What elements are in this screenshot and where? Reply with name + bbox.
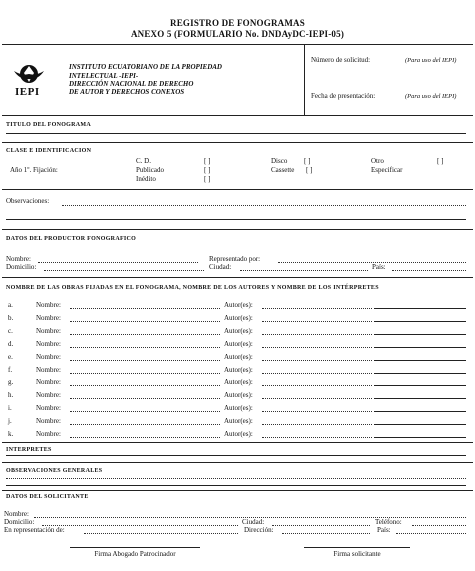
obra-nombre-input[interactable]	[70, 347, 220, 348]
obra-nombre-input[interactable]	[70, 437, 220, 438]
generales-line1[interactable]	[6, 478, 466, 479]
productor-border	[2, 277, 473, 278]
obra-interprete-input[interactable]	[374, 398, 466, 399]
institution-line2: INTELECTUAL -IEPI-	[69, 72, 139, 80]
representacion-label: En representación de:	[4, 526, 65, 534]
obra-letter: k.	[8, 430, 14, 438]
obra-autor-label: Autor(es):	[224, 391, 253, 399]
obra-autor-input[interactable]	[262, 411, 372, 412]
titulo-section-label: TITULO DEL FONOGRAMA	[6, 122, 92, 128]
cd-label: C. D.	[136, 157, 151, 165]
form-subtitle: ANEXO 5 (FORMULARIO No. DNDAyDC-IEPI-05)	[130, 29, 345, 39]
obra-interprete-input[interactable]	[374, 385, 466, 386]
disco-checkbox[interactable]: [ ]	[304, 157, 311, 165]
productor-section-label: DATOS DEL PRODUCTOR FONOGRAFICO	[6, 236, 137, 242]
titulo-line[interactable]	[6, 133, 466, 134]
solicitud-label: Número de solicitud:	[311, 56, 371, 64]
solicitante-domicilio-label: Domicilio:	[4, 518, 35, 526]
obra-interprete-input[interactable]	[374, 411, 466, 412]
obra-nombre-label: Nombre:	[36, 366, 61, 374]
obra-letter: i.	[8, 404, 12, 412]
productor-domicilio-label: Domicilio:	[6, 263, 37, 271]
header-divider	[304, 44, 305, 115]
obra-letter: e.	[8, 353, 13, 361]
inedito-checkbox[interactable]: [ ]	[204, 175, 211, 183]
publicado-checkbox[interactable]: [ ]	[204, 166, 211, 174]
obra-nombre-input[interactable]	[70, 360, 220, 361]
inedito-label: Inédito	[136, 175, 156, 183]
obra-nombre-input[interactable]	[70, 373, 220, 374]
cassette-label: Cassette	[271, 166, 295, 174]
clase-section-border	[2, 189, 473, 190]
abogado-signature-label: Firma Abogado Patrocinador	[94, 550, 176, 558]
obra-interprete-input[interactable]	[374, 437, 466, 438]
obra-autor-input[interactable]	[262, 385, 372, 386]
solicitante-pais-input[interactable]	[396, 533, 466, 534]
interpretes-line[interactable]	[6, 455, 466, 456]
abogado-signature-line[interactable]	[70, 547, 200, 548]
obra-interprete-input[interactable]	[374, 308, 466, 309]
solicitud-note: (Para uso del IEPI)	[405, 57, 457, 64]
observaciones-line2[interactable]	[6, 219, 466, 220]
observaciones-border	[2, 229, 473, 230]
header-box-top	[2, 44, 473, 45]
fecha-note: (Para uso del IEPI)	[405, 93, 457, 100]
solicitante-ciudad-input[interactable]	[272, 525, 370, 526]
logo-text: IEPI	[15, 86, 40, 98]
solicitante-telefono-input[interactable]	[412, 525, 466, 526]
otro-label: Otro	[371, 157, 384, 165]
obra-autor-label: Autor(es):	[224, 404, 253, 412]
generales-section-label: OBSERVACIONES GENERALES	[6, 468, 103, 474]
obra-nombre-label: Nombre:	[36, 314, 61, 322]
solicitante-ciudad-label: Ciudad:	[242, 518, 265, 526]
institution-line3: DIRECCIÓN NACIONAL DE DERECHO	[69, 80, 194, 88]
obra-nombre-label: Nombre:	[36, 327, 61, 335]
otro-checkbox[interactable]: [ ]	[437, 157, 444, 165]
obra-interprete-input[interactable]	[374, 321, 466, 322]
observaciones-line1[interactable]	[62, 205, 466, 206]
obra-nombre-input[interactable]	[70, 398, 220, 399]
obra-letter: a.	[8, 301, 13, 309]
cd-checkbox[interactable]: [ ]	[204, 157, 211, 165]
interpretes-section-label: INTERPRETES	[6, 447, 52, 453]
obra-nombre-input[interactable]	[70, 424, 220, 425]
obra-letter: c.	[8, 327, 13, 335]
obra-interprete-input[interactable]	[374, 347, 466, 348]
obra-autor-input[interactable]	[262, 347, 372, 348]
obra-nombre-input[interactable]	[70, 321, 220, 322]
obra-autor-input[interactable]	[262, 360, 372, 361]
obra-letter: h.	[8, 391, 14, 399]
productor-pais-label: País:	[372, 263, 386, 271]
obra-nombre-label: Nombre:	[36, 391, 61, 399]
obra-autor-label: Autor(es):	[224, 378, 253, 386]
obra-autor-input[interactable]	[262, 321, 372, 322]
obra-interprete-input[interactable]	[374, 360, 466, 361]
institution-line4: DE AUTOR Y DERECHOS CONEXOS	[69, 88, 185, 96]
productor-domicilio-input[interactable]	[44, 270, 204, 271]
fijacion-label: Año 1º. Fijación:	[10, 166, 58, 174]
obra-autor-label: Autor(es):	[224, 417, 253, 425]
productor-ciudad-label: Ciudad:	[209, 263, 232, 271]
institution-line1: INSTITUTO ECUATORIANO DE LA PROPIEDAD	[69, 63, 222, 71]
obra-nombre-label: Nombre:	[36, 378, 61, 386]
solicitante-section-label: DATOS DEL SOLICITANTE	[6, 494, 89, 500]
solicitante-signature-label: Firma solicitante	[333, 550, 381, 558]
solicitante-pais-label: País:	[377, 526, 391, 534]
obra-autor-label: Autor(es):	[224, 314, 253, 322]
obra-letter: b.	[8, 314, 14, 322]
productor-nombre-input[interactable]	[38, 262, 198, 263]
generales-border	[2, 490, 473, 491]
obras-section-label: NOMBRE DE LAS OBRAS FIJADAS EN EL FONOGRAMA, NOMBRE DE LOS AUTORES Y NOMBRE DE LOS INTÉRPRETES	[6, 285, 379, 291]
obra-interprete-input[interactable]	[374, 334, 466, 335]
obra-nombre-label: Nombre:	[36, 430, 61, 438]
solicitante-domicilio-input[interactable]	[42, 525, 238, 526]
solicitante-nombre-label: Nombre:	[4, 510, 29, 518]
productor-ciudad-input[interactable]	[240, 270, 368, 271]
obra-autor-label: Autor(es):	[224, 366, 253, 374]
header-box-bottom	[2, 115, 473, 116]
obra-letter: j.	[8, 417, 12, 425]
obra-autor-input[interactable]	[262, 398, 372, 399]
obra-letter: f.	[8, 366, 13, 374]
solicitante-telefono-label: Teléfono:	[375, 518, 402, 526]
obra-interprete-input[interactable]	[374, 424, 466, 425]
obras-border	[2, 442, 473, 443]
disco-label: Disco	[271, 157, 288, 165]
obra-nombre-input[interactable]	[70, 385, 220, 386]
obra-nombre-label: Nombre:	[36, 340, 61, 348]
obra-autor-input[interactable]	[262, 373, 372, 374]
obra-nombre-label: Nombre:	[36, 404, 61, 412]
obra-interprete-input[interactable]	[374, 373, 466, 374]
obra-autor-label: Autor(es):	[224, 340, 253, 348]
obra-autor-label: Autor(es):	[224, 430, 253, 438]
obra-nombre-label: Nombre:	[36, 353, 61, 361]
cassette-checkbox[interactable]: [ ]	[306, 166, 313, 174]
obra-autor-label: Autor(es):	[224, 301, 253, 309]
representado-label: Representado por:	[209, 255, 261, 263]
iepi-logo	[12, 62, 46, 102]
obra-autor-input[interactable]	[262, 334, 372, 335]
interpretes-border	[2, 462, 473, 463]
observaciones-label: Observaciones:	[6, 197, 50, 205]
obra-nombre-label: Nombre:	[36, 417, 61, 425]
solicitante-direccion-input[interactable]	[282, 533, 370, 534]
representacion-input[interactable]	[84, 533, 238, 534]
generales-line2[interactable]	[6, 485, 466, 486]
fecha-label: Fecha de presentación:	[311, 92, 376, 100]
obra-autor-label: Autor(es):	[224, 327, 253, 335]
especificar-label: Especificar	[371, 166, 403, 174]
clase-section-label: CLASE E IDENTIFICACION	[6, 148, 92, 154]
obra-nombre-input[interactable]	[70, 411, 220, 412]
obra-autor-input[interactable]	[262, 424, 372, 425]
publicado-label: Publicado	[136, 166, 164, 174]
obra-nombre-input[interactable]	[70, 334, 220, 335]
solicitante-direccion-label: Dirección:	[244, 526, 274, 534]
obra-autor-input[interactable]	[262, 308, 372, 309]
obra-letter: g.	[8, 378, 14, 386]
productor-nombre-label: Nombre:	[6, 255, 31, 263]
productor-pais-input[interactable]	[392, 270, 466, 271]
obra-autor-input[interactable]	[262, 437, 372, 438]
obra-letter: d.	[8, 340, 14, 348]
titulo-section-border	[2, 142, 473, 143]
obra-nombre-label: Nombre:	[36, 301, 61, 309]
form-title: REGISTRO DE FONOGRAMAS	[170, 18, 305, 28]
obra-nombre-input[interactable]	[70, 308, 220, 309]
obra-autor-label: Autor(es):	[224, 353, 253, 361]
solicitante-signature-line[interactable]	[304, 547, 410, 548]
